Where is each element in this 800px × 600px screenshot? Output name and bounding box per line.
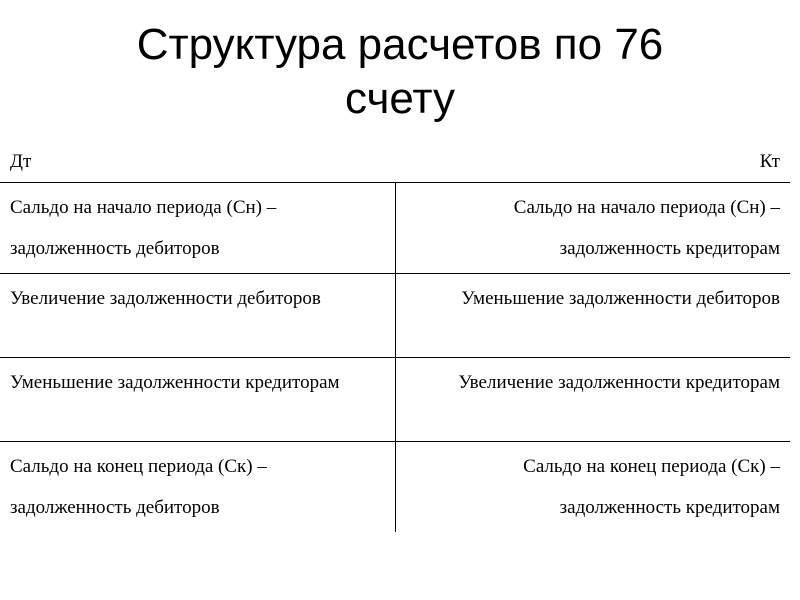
debit-cell-decrease-creditors: Уменьшение задолженности кредиторам xyxy=(0,358,395,442)
slide-title xyxy=(0,18,800,126)
credit-cell-opening-balance: Сальдо на начало периода (Сн) – задолженность кредиторам xyxy=(395,183,790,274)
table-row xyxy=(0,358,790,442)
slide-title-line-1: Структура расчетов по 76 xyxy=(136,20,664,69)
table-row xyxy=(0,183,790,274)
credit-cell-closing-balance: Сальдо на конец периода (Ск) – задолженность кредиторам xyxy=(523,456,780,518)
account-76-table xyxy=(0,142,790,532)
table-header-row xyxy=(0,142,790,183)
credit-header: Кт xyxy=(395,142,790,183)
debit-cell-increase-debtors: Увеличение задолженности дебиторов xyxy=(0,274,395,358)
table-row xyxy=(0,442,790,533)
slide-title-line-2: счету xyxy=(344,74,456,123)
table-row xyxy=(0,274,790,358)
debit-cell-closing-balance: Сальдо на конец периода (Ск) – задолженность дебиторов xyxy=(0,442,395,533)
debit-header: Дт xyxy=(0,142,395,183)
debit-cell-opening-balance: Сальдо на начало периода (Сн) – задолженность дебиторов xyxy=(0,183,395,274)
credit-cell-increase-creditors: Увеличение задолженности кредиторам xyxy=(395,358,790,442)
credit-cell-decrease-debtors: Уменьшение задолженности дебиторов xyxy=(395,274,790,358)
